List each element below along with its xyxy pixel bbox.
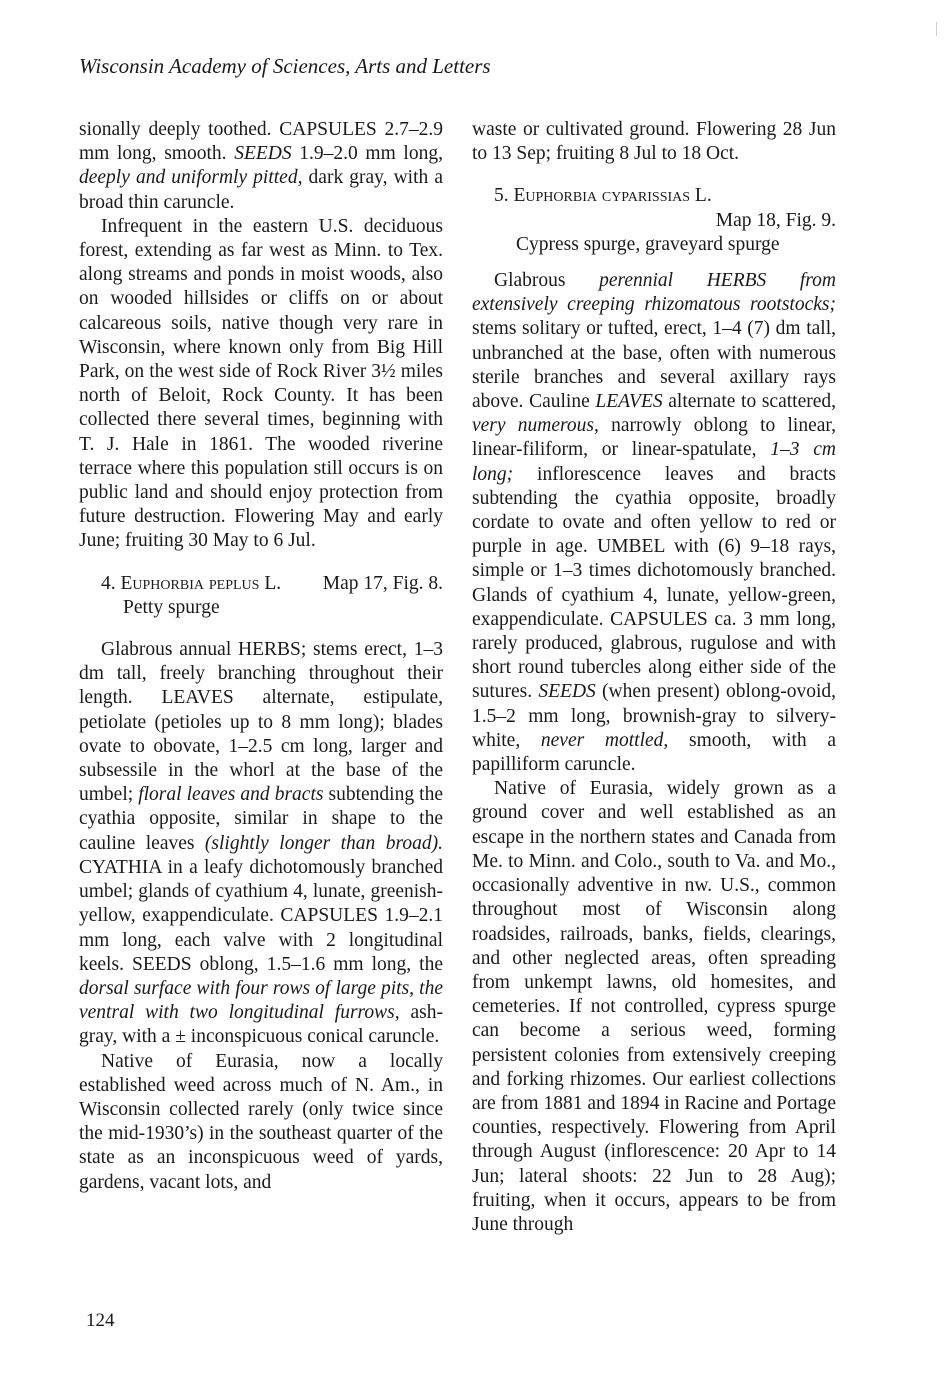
right-paragraph-native: Native of Eurasia, widely grown as a ground cover and well established as an escape in the northern states and Canada from Me. to Minn. and Colo., south to Va. and Mo., occasionally adventive in nw. U.S., common throughout most of Wisconsin along roadsides, railroads, banks, fields, clearings, and other neglected areas, often spreading from unkempt lawns, old homesites, and cemeteries. If not controlled, cypress spurge can become a serious weed, forming persistent colonies from extensively creeping and forking rhizomes. Our earliest collections are from 1881 and 1894 in Racine and Portage counties, respectively. Flowering from April through August (inflorescence: 20 Apr to 14 Jun; lateral shoots: 22 Jun to 28 Aug); fruiting, when it occurs, appears to be from June through <box>472 778 836 1235</box>
right-paragraph-continued: waste or cultivated ground. Flowering 28 Jun to 13 Sep; fruiting 8 Jul to 18 Oct. <box>472 119 836 165</box>
common-name-cyparissias: Cypress spurge, graveyard spurge <box>516 233 780 255</box>
left-paragraph-distribution: Infrequent in the eastern U.S. deciduous forest, extending as far west as Minn. to Tex. along streams and ponds in moist woods, also on wooded hillsides or cliffs on or about calcareous soils, native though very rare in Wisconsin, where known only from Big Hill Park, on the west side of Rock River 3½ miles north of Beloit, Rock County. It has been collected there several times, beginning with T. J. Hale in 1861. The wooded riverine terrace where this population still occurs is on public land and should enjoy protection from future destruction. Flowering May and early June; fruiting 30 May to 6 Jul. <box>79 215 443 552</box>
left-paragraph-description: Glabrous annual HERBS; stems erect, 1–3 dm tall, freely branching throughout their length. LEAVES alternate, estipulate, petiolate (petioles up to 8 mm long); blades ovate to obovate, 1–2.5 cm long, larger and subsessile in the whorl at the base of the umbel; floral leaves and bracts subtending the cyathia opposite, similar in shape to the cauline leaves (slightly longer than broad). CYATHIA in a leafy dichotomously branched umbel; glands of cyathium 4, lunate, greenish-yellow, exappendiculate. CAPSULES 1.9–2.1 mm long, each valve with 2 longitudinal keels. SEEDS oblong, 1.5–1.6 mm long, the dorsal surface with four rows of large pits, the ventral with two longitudinal furrows, ash-gray, with a ± inconspicuous conical caruncle. <box>79 639 443 1048</box>
right-column <box>472 118 836 1237</box>
left-paragraph-continued: sionally deeply toothed. CAPSULES 2.7–2.9 mm long, smooth. SEEDS 1.9–2.0 mm long, deeply and uniformly pitted, dark gray, with a broad thin caruncle. <box>79 119 443 213</box>
page-number: 124 <box>86 1310 115 1331</box>
scan-mark <box>936 22 937 36</box>
left-column <box>79 118 443 1195</box>
running-head: Wisconsin Academy of Sciences, Arts and Letters <box>79 54 491 78</box>
species-heading-peplus: 4. Euphorbia peplus L. Map 17, Fig. 8. <box>101 572 443 594</box>
common-name-peplus: Petty spurge <box>123 596 220 618</box>
right-paragraph-description: Glabrous perennial HERBS from extensively creeping rhizomatous rootstocks; stems solitary or tufted, erect, 1–4 (7) dm tall, unbranched at the base, often with numerous sterile branches and several axillary rays above. Cauline LEAVES alternate to scattered, very numerous, narrowly oblong to linear, linear-filiform, or linear-spatulate, 1–3 cm long; inflorescence leaves and bracts subtending the cyathia opposite, broadly cordate to ovate and often yellow to red or purple in age. UMBEL with (6) 9–18 rays, simple or 1–3 times dichotomously branched. Glands of cyathium 4, lunate, yellow-green, exappendiculate. CAPSULES ca. 3 mm long, rarely produced, glabrous, rugulose and with short round tubercles along either side of the sutures. SEEDS (when present) oblong-ovoid, 1.5–2 mm long, brownish-gray to silvery-white, never mottled, smooth, with a papilliform caruncle. <box>472 270 837 776</box>
species-heading-cyparissias: 5. Euphorbia cyparissias L. <box>494 185 712 207</box>
left-paragraph-native: Native of Eurasia, now a locally established weed across much of N. Am., in Wisconsin collected rarely (only twice since the mid-1930’s) in the southeast quarter of the state as an inconspicuous weed of yards, gardens, vacant lots, and <box>79 1050 443 1193</box>
map-fig-ref-cyparissias: Map 18, Fig. 9. <box>715 209 836 231</box>
